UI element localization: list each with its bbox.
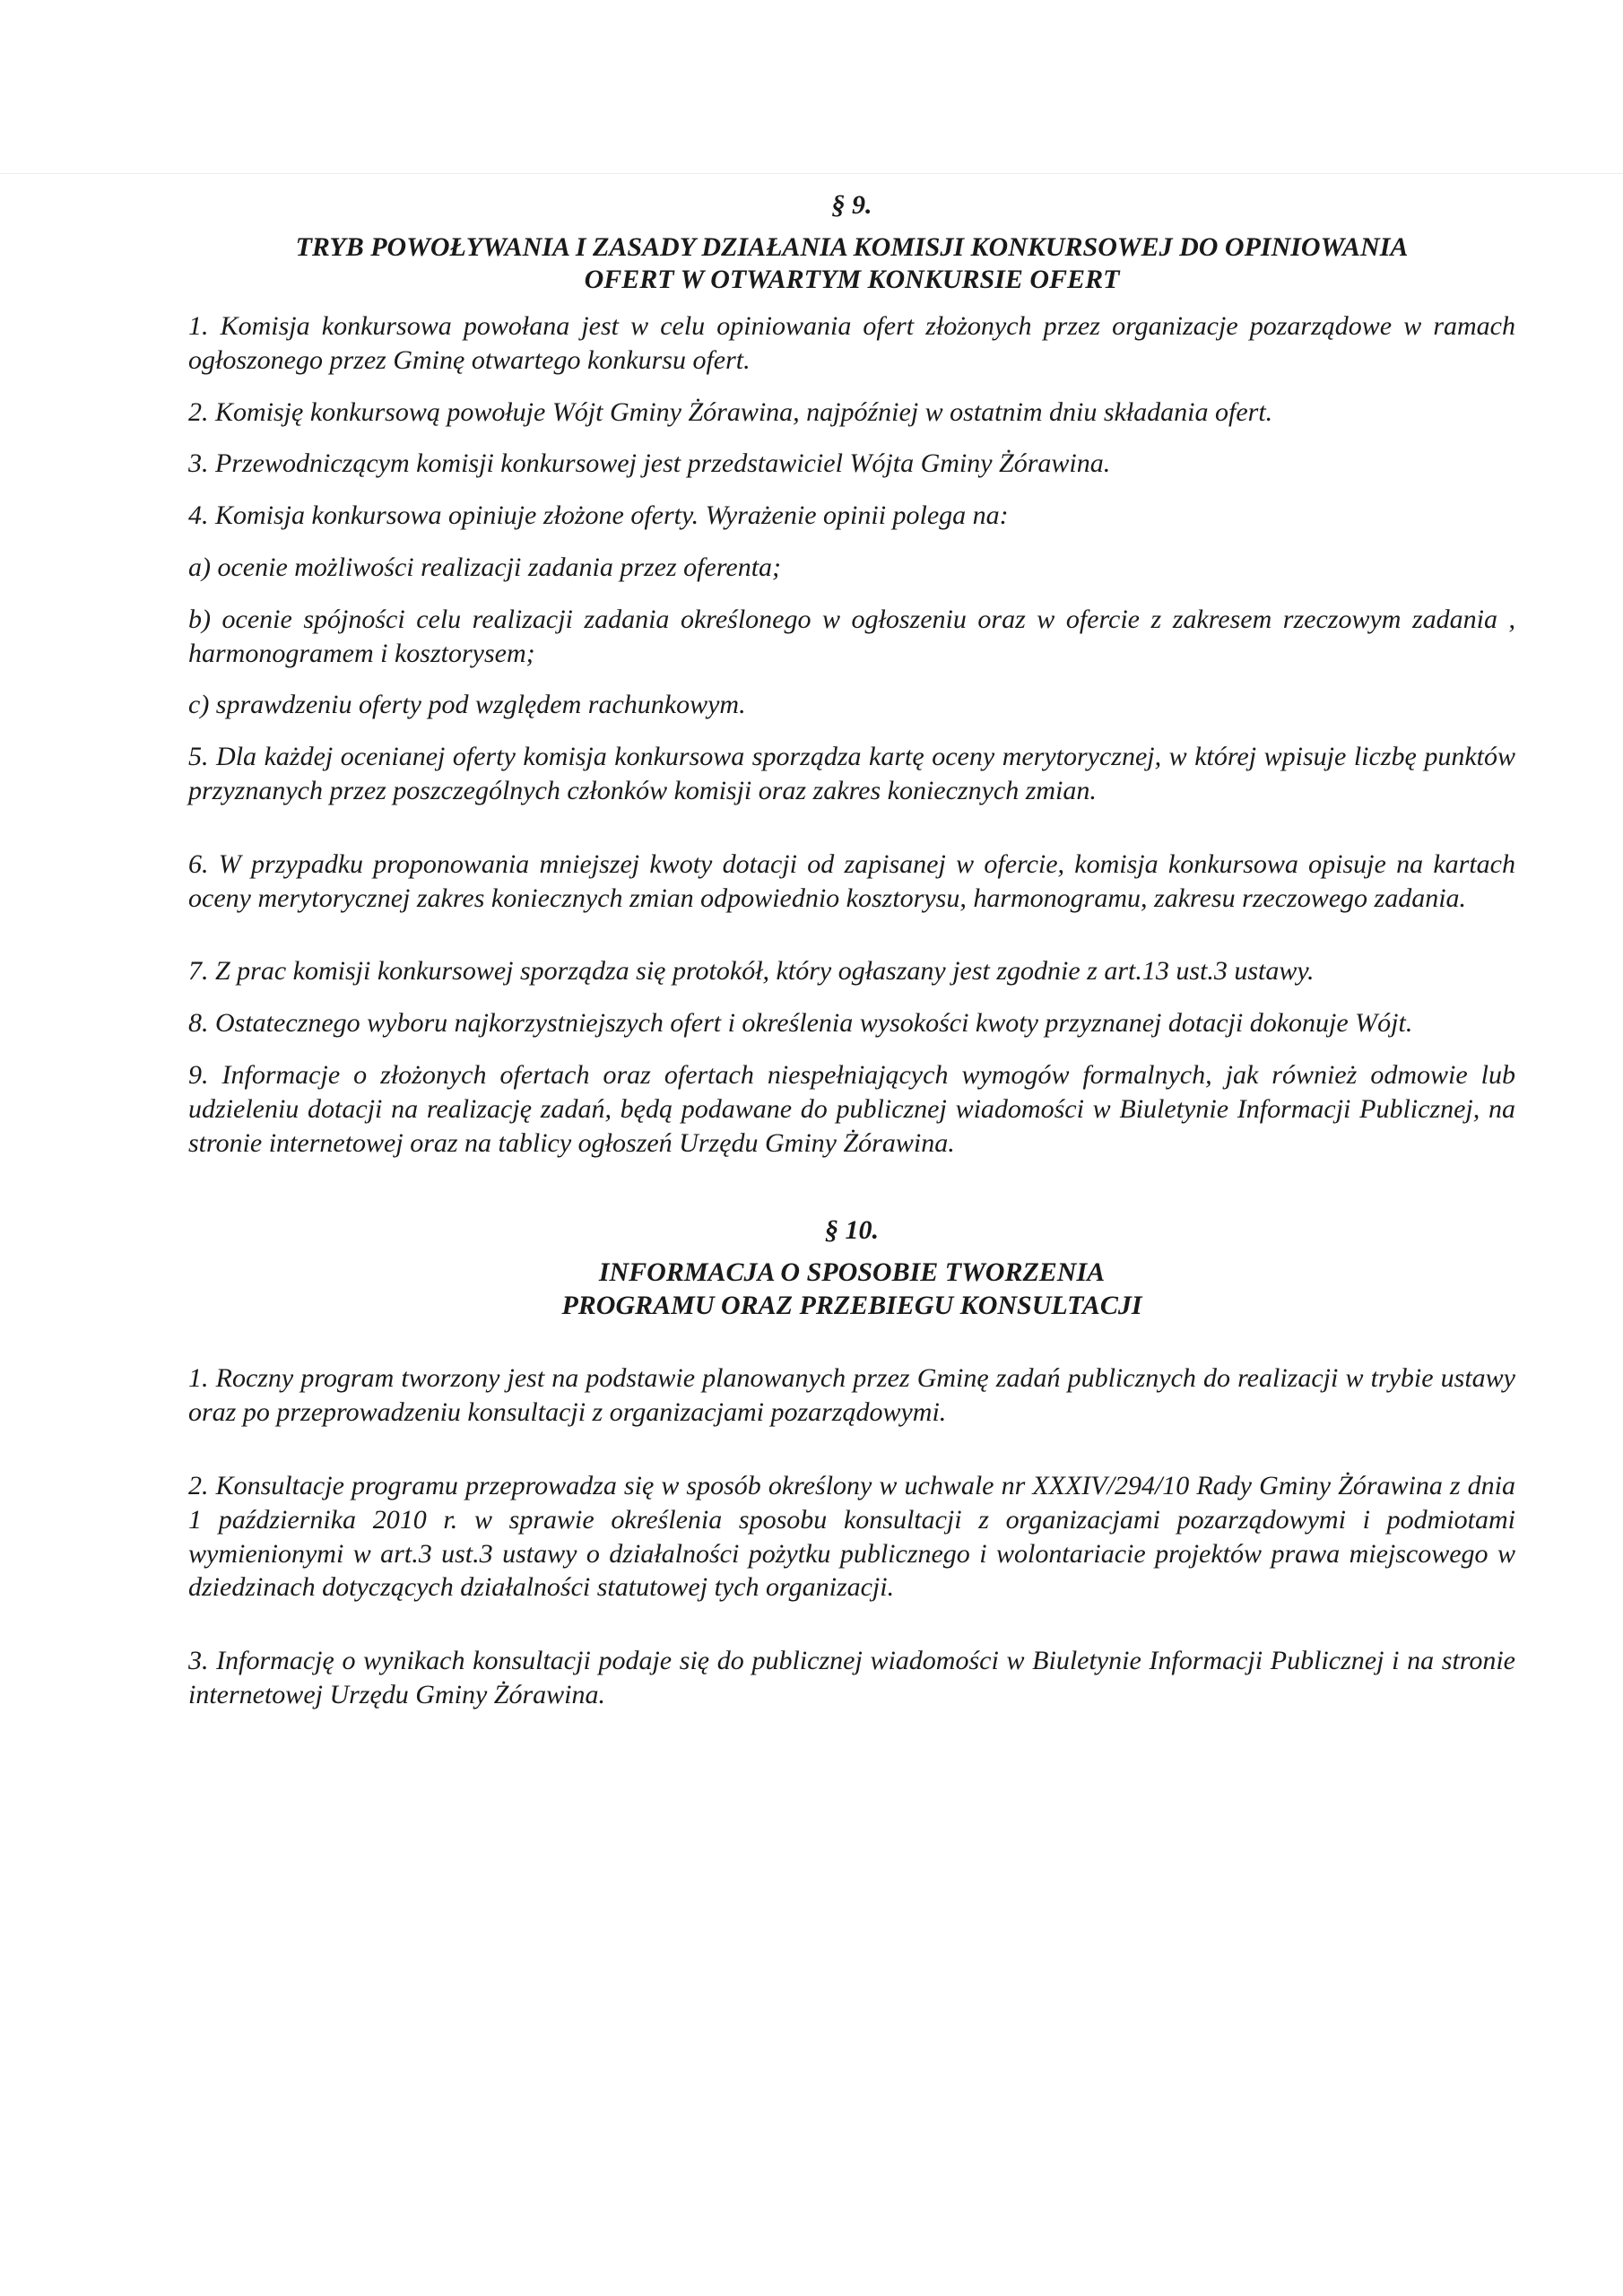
scan-edge-line [0, 173, 1623, 174]
section-10-item-2: 2. Konsultacje programu przeprowadza się w sposób określony w uchwale nr XXXIV/294/10 Rady Gminy Żórawina z dnia 1 października 2010 r. w sprawie określenia sposobu konsultacji z organizacjami pozarządowymi i podmiotami wymienionymi w art.3 ust.3 ustawy o działalności pożytku publicznego i wolontariacie projektów prawa miejscowego w dziedzinach dotyczących działalności statutowej tych organizacji. [188, 1470, 1515, 1603]
section-9-title [188, 231, 1515, 297]
section-9-item-4: 4. Komisja konkursowa opiniuje złożone oferty. Wyrażenie opinii polega na: [188, 500, 1009, 531]
section-9-item-6: 6. W przypadku proponowania mniejszej kwoty dotacji od zapisanej w ofercie, komisja konkursowa opisuje na kartach oceny merytorycznej zakres koniecznych zmian odpowiednio kosztorysu, harmonogramu, zakresu rzeczowego zadania. [188, 848, 1515, 913]
section-9-title-line-2: OFERT W OTWARTYM KONKURSIE OFERT [584, 265, 1120, 295]
section-9-mark: § 9. [831, 190, 872, 220]
section-9-item-4a: a) ocenie możliwości realizacji zadania przez oferenta; [188, 552, 782, 582]
section-9-item-2: 2. Komisję konkursową powołuje Wójt Gminy Żórawina, najpóźniej w ostatnim dniu składania ofert. [188, 396, 1273, 427]
section-9-item-4c: c) sprawdzeniu oferty pod względem rachunkowym. [188, 690, 746, 720]
section-10-title-line-1: INFORMACJA O SPOSOBIE TWORZENIA [598, 1257, 1106, 1288]
section-10-title [188, 1257, 1515, 1322]
section-10-item-1: 1. Roczny program tworzony jest na podstawie planowanych przez Gminę zadań publicznych do realizacji w trybie ustawy oraz po przeprowadzeniu konsultacji z organizacjami pozarządowymi. [188, 1363, 1515, 1428]
section-10-mark: § 10. [825, 1215, 879, 1246]
section-9-item-9: 9. Informacje o złożonych ofertach oraz ofertach niespełniających wymogów formalnych, jak również odmowie lub udzieleniu dotacji na realizację zadań, będą podawane do publicznej wiadomości w Biuletynie Informacji Publicznej, na stronie internetowej oraz na tablicy ogłoszeń Urzędu Gminy Żórawina. [188, 1059, 1515, 1158]
document-page [188, 188, 1515, 1730]
section-9-item-4b: b) ocenie spójności celu realizacji zadania określonego w ogłoszeniu oraz w ofercie z zakresem rzeczowym zadania , harmonogramem i kosztorysem; [188, 604, 1515, 668]
section-9-item-5: 5. Dla każdej ocenianej oferty komisja konkursowa sporządza kartę oceny merytorycznej, w której wpisuje liczbę punktów przyznanych przez poszczególnych członków komisji oraz zakres koniecznych zmian. [188, 742, 1515, 805]
section-10-title-line-2: PROGRAMU ORAZ PRZEBIEGU KONSULTACJI [561, 1290, 1142, 1320]
section-9-item-1: 1. Komisja konkursowa powołana jest w celu opiniowania ofert złożonych przez organizacje pozarządowe w ramach ogłoszonego przez Gminę otwartego konkursu ofert. [188, 310, 1515, 375]
section-9-item-8: 8. Ostatecznego wyboru najkorzystniejszych ofert i określenia wysokości kwoty przyznanej dotacji dokonuje Wójt. [188, 1008, 1413, 1039]
section-9-item-3: 3. Przewodniczącym komisji konkursowej jest przedstawiciel Wójta Gminy Żórawina. [188, 448, 1111, 479]
section-9-item-7: 7. Z prac komisji konkursowej sporządza się protokół, który ogłaszany jest zgodnie z art.13 ust.3 ustawy. [188, 956, 1315, 987]
section-9-title-line-1: TRYB POWOŁYWANIA I ZASADY DZIAŁANIA KOMISJI KONKURSOWEJ DO OPINIOWANIA [295, 231, 1409, 262]
section-10-item-3: 3. Informację o wynikach konsultacji podaje się do publicznej wiadomości w Biuletynie Informacji Publicznej i na stronie internetowej Urzędu Gminy Żórawina. [188, 1646, 1515, 1709]
